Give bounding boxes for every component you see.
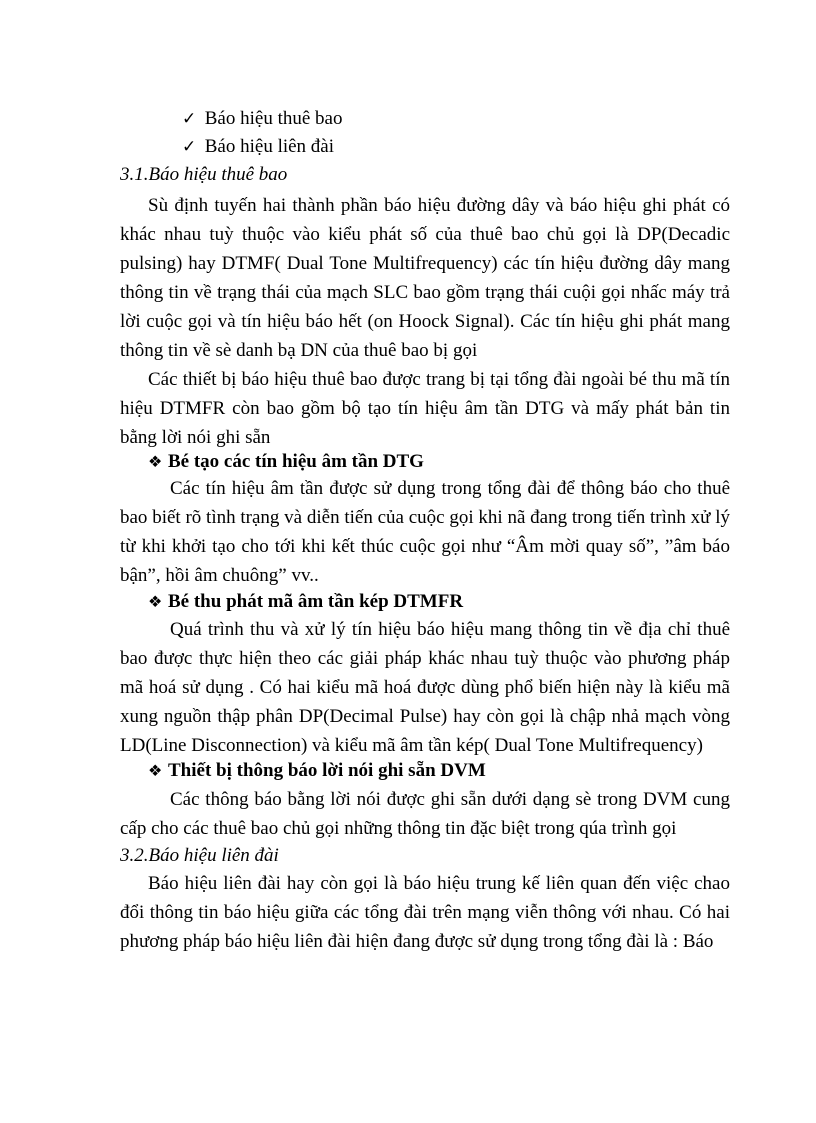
section-3-2-title: 3.2.Báo hiệu liên đài (120, 845, 279, 866)
subsection-dvm-title (148, 758, 486, 785)
checklist-item-2 (182, 134, 334, 160)
subsection-dvm-text: Các thông báo bằng lời nói được ghi sẵn dưới dạng sè trong DVM cung cấp cho các thuê bao chủ gọi những thông tin đặc biệt trong qúa trình gọi (120, 789, 730, 839)
checklist-item-label: Báo hiệu thuê bao (204, 108, 343, 129)
subsection-dtg-title (148, 449, 424, 476)
diamond-bullet-icon: ❖ (148, 594, 163, 611)
subsection-dvm-title-text: Thiết bị thông báo lời nói ghi sẵn DVM (168, 760, 486, 781)
subsection-dtg-text: Các tín hiệu âm tần được sử dụng trong tổng đài để thông báo cho thuê bao biết rõ tình trạng và diễn tiến của cuộc gọi khi nã đang trong tiến trình xử lý từ khi khởi tạo cho tới khi kết thúc cuộc gọi như “Âm mời quay số”, ”âm báo bận”, hồi âm chuông” vv.. (120, 478, 730, 586)
checkmark-icon: ✓ (182, 109, 197, 128)
checkmark-icon: ✓ (182, 137, 197, 156)
section-3-1-title: 3.1.Báo hiệu thuê bao (120, 164, 288, 185)
section-3-1-paragraph-2: Các thiết bị báo hiệu thuê bao được trang bị tại tổng đài ngoài bé thu mã tín hiệu DTMFR còn bao gồm bộ tạo tín hiệu âm tần DTG và mấy phát bản tin bằng lời nói ghi sẵn (120, 369, 730, 448)
subsection-dtmfr-title (148, 589, 463, 616)
diamond-bullet-icon: ❖ (148, 763, 163, 780)
diamond-bullet-icon: ❖ (148, 454, 163, 471)
subsection-dtmfr-text: Quá trình thu và xử lý tín hiệu báo hiệu mang thông tin về địa chỉ thuê bao được thực hiện theo các giải pháp khác nhau tuỳ thuộc vào phương pháp mã hoá sử dụng . Có hai kiểu mã hoá được dùng phổ biến hiện này là kiểu mã xung nguồn thập phân DP(Decimal Pulse) hay còn gọi là chập nhả mạch vòng LD(Line Disconnection) và kiểu mã âm tần kép( Dual Tone Multifrequency) (120, 619, 730, 756)
subsection-dtmfr-title-text: Bé thu phát mã âm tần kép DTMFR (168, 591, 464, 612)
checklist-item-label: Báo hiệu liên đài (204, 136, 335, 157)
subsection-dtg-title-text: Bé tạo các tín hiệu âm tần DTG (168, 451, 424, 472)
section-3-2-paragraph-1: Báo hiệu liên đài hay còn gọi là báo hiệu trung kế liên quan đến việc chao đổi thông tin báo hiệu giữa các tổng đài trên mạng viễn thông với nhau. Có hai phương pháp báo hiệu liên đài hiện đang được sử dụng trong tổng đài là : Báo (120, 873, 730, 952)
section-3-1-paragraph-1: Sù định tuyến hai thành phần báo hiệu đường dây và báo hiệu ghi phát có khác nhau tuỳ thuộc vào kiểu phát số của thuê bao chủ gọi là DP(Decadic pulsing) hay DTMF( Dual Tone Multifrequency) các tín hiệu đường dây mang thông tin về trạng thái của mạch SLC bao gồm trạng thái cuội gọi nhấc máy trả lời cuộc gọi và tín hiệu báo hết (on Hoock Signal). Các tín hiệu ghi phát mang thông tin về sè danh bạ DN của thuê bao bị gọi (120, 195, 730, 361)
checklist-item-1 (182, 106, 342, 132)
